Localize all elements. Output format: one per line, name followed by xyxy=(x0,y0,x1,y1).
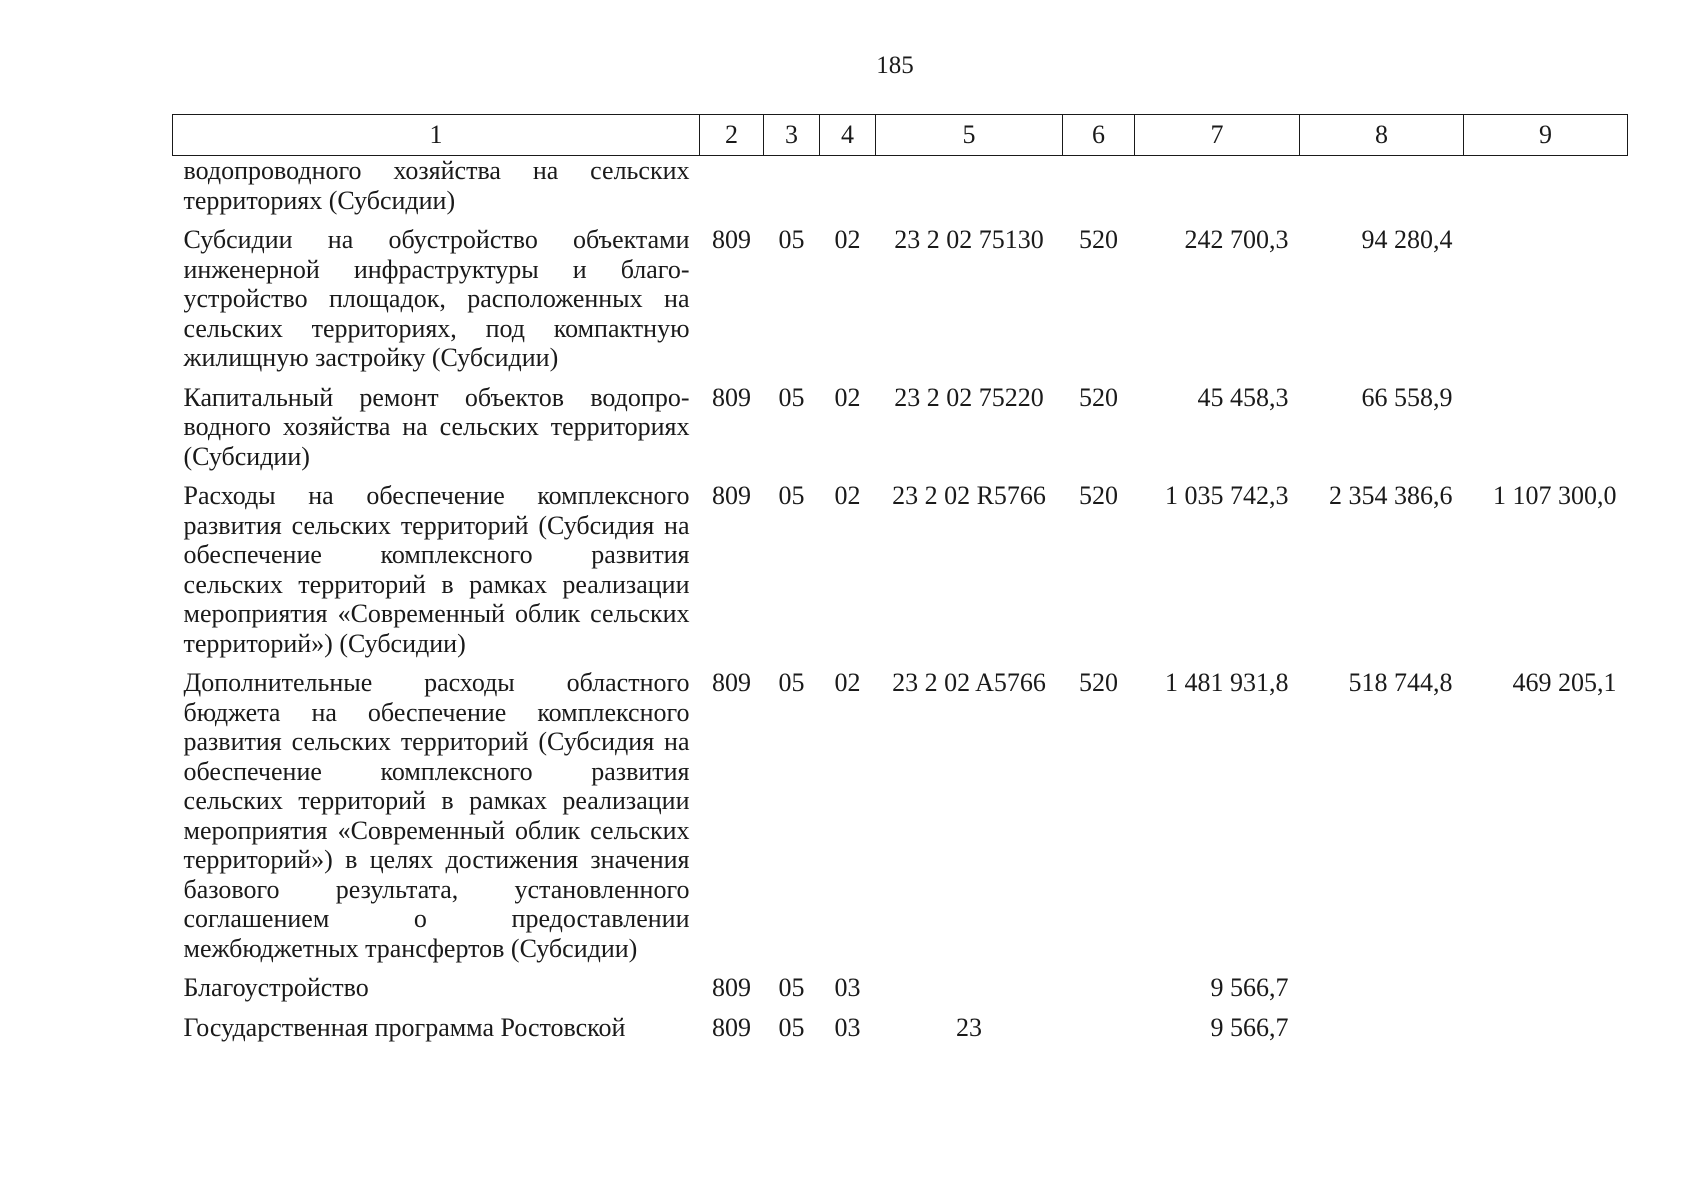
cell-target-article xyxy=(876,973,1063,1013)
cell-ministry-code: 809 xyxy=(712,1012,751,1042)
cell-amount-col8 xyxy=(1300,1013,1464,1053)
table-header xyxy=(173,115,1628,156)
cell-subsection: 02 xyxy=(834,668,861,697)
cell-ministry-code: 809 xyxy=(712,225,751,254)
cell-subsection: 02 xyxy=(834,481,861,510)
cell-target-article xyxy=(876,156,1063,226)
cell-ministry-code: 809 xyxy=(712,382,751,412)
cell-ministry-code xyxy=(700,156,764,226)
table-row xyxy=(173,1013,1628,1053)
table-row xyxy=(173,225,1628,383)
column-header-6: 6 xyxy=(1063,115,1135,156)
cell-amount-col9 xyxy=(1464,1013,1628,1053)
row-description: Государственная программа Ростовской xyxy=(183,1012,626,1042)
column-header-8: 8 xyxy=(1300,115,1464,156)
cell-expense-type: 520 xyxy=(1079,668,1118,697)
cell-amount-col9 xyxy=(1464,973,1628,1013)
row-description: Дополнительные расходы областного бюджета на обеспечение комплексного развития сельских территорий (Субсидия на обеспечение комплексного развития сельских территорий в рамках реализации мероприятия «Современный облик сельских территорий») в целях достижения значения базового результата, установленного соглашением о предоставлении межбюджетных трансфертов (Субсидии) xyxy=(183,668,690,963)
cell-section xyxy=(764,156,820,226)
cell-ministry-code: 809 xyxy=(712,481,751,510)
table-body xyxy=(173,156,1628,1053)
budget-table xyxy=(172,114,1628,1052)
column-header-7: 7 xyxy=(1135,115,1300,156)
table-row xyxy=(173,481,1628,668)
cell-amount-col7: 242 700,3 xyxy=(1184,225,1289,254)
cell-ministry-code: 809 xyxy=(712,973,751,1002)
cell-amount-col7: 9 566,7 xyxy=(1210,973,1289,1002)
cell-amount-col8 xyxy=(1300,973,1464,1013)
cell-amount-col8 xyxy=(1300,156,1464,226)
column-header-4: 4 xyxy=(820,115,876,156)
table-row xyxy=(173,156,1628,226)
table-row xyxy=(173,383,1628,482)
cell-amount-col8: 94 280,4 xyxy=(1361,225,1453,254)
cell-subsection: 03 xyxy=(834,973,861,1002)
cell-subsection: 02 xyxy=(834,225,861,254)
cell-target-article: 23 2 02 A5766 xyxy=(892,668,1046,697)
cell-amount-col7: 9 566,7 xyxy=(1210,1012,1289,1042)
column-header-3: 3 xyxy=(764,115,820,156)
cell-subsection: 03 xyxy=(834,1012,861,1042)
row-description: Благоустройство xyxy=(183,973,369,1002)
cell-amount-col9 xyxy=(1464,156,1628,226)
cell-subsection: 02 xyxy=(834,382,861,412)
cell-expense-type: 520 xyxy=(1079,481,1118,510)
row-description: Расходы на обеспечение комплексного развития сельских территорий (Субсидия на обеспечение комплексного развития сельских территорий в рамках реализации мероприятия «Современный облик сельских территорий») (Субсидии) xyxy=(183,481,690,658)
cell-amount-col8: 2 354 386,6 xyxy=(1329,481,1453,510)
cell-amount-col9 xyxy=(1464,383,1628,482)
cell-expense-type xyxy=(1063,1013,1135,1053)
cell-target-article: 23 2 02 75220 xyxy=(894,382,1044,412)
row-description: Субсидии на обустройство объектами инженерной инфраструктуры и благоустройство площадок, расположенных на сельских территориях, под компактную жилищную застройку (Субсидии) xyxy=(183,225,690,372)
cell-amount-col7 xyxy=(1135,156,1300,226)
cell-section: 05 xyxy=(778,481,805,510)
column-header-1: 1 xyxy=(173,115,700,156)
cell-expense-type xyxy=(1063,156,1135,226)
cell-amount-col8: 66 558,9 xyxy=(1361,382,1453,412)
cell-section: 05 xyxy=(778,382,805,412)
cell-target-article: 23 2 02 R5766 xyxy=(892,481,1046,510)
row-description: водопроводного хозяйства на сельских территориях (Субсидии) xyxy=(183,156,690,215)
cell-section: 05 xyxy=(778,1012,805,1042)
cell-amount-col7: 1 481 931,8 xyxy=(1165,668,1289,697)
table-row xyxy=(173,973,1628,1013)
row-description: Капитальный ремонт объектов водопроводного хозяйства на сельских территориях (Субсидии) xyxy=(183,382,690,471)
cell-section: 05 xyxy=(778,973,805,1002)
cell-amount-col9 xyxy=(1464,225,1628,383)
cell-subsection xyxy=(820,156,876,226)
cell-amount-col8: 518 744,8 xyxy=(1348,668,1453,697)
column-header-5: 5 xyxy=(876,115,1063,156)
column-header-9: 9 xyxy=(1464,115,1628,156)
cell-expense-type xyxy=(1063,973,1135,1013)
column-header-2: 2 xyxy=(700,115,764,156)
cell-section: 05 xyxy=(778,225,805,254)
page-number: 185 xyxy=(876,52,914,79)
cell-ministry-code: 809 xyxy=(712,668,751,697)
table-row xyxy=(173,668,1628,973)
cell-expense-type: 520 xyxy=(1079,382,1118,412)
cell-target-article: 23 xyxy=(956,1012,982,1042)
cell-target-article: 23 2 02 75130 xyxy=(894,225,1044,254)
cell-amount-col7: 45 458,3 xyxy=(1197,382,1289,412)
cell-amount-col9: 1 107 300,0 xyxy=(1493,481,1617,510)
header-row xyxy=(173,115,1628,156)
cell-amount-col7: 1 035 742,3 xyxy=(1165,481,1289,510)
cell-amount-col9: 469 205,1 xyxy=(1512,668,1617,697)
cell-expense-type: 520 xyxy=(1079,225,1118,254)
cell-section: 05 xyxy=(778,668,805,697)
